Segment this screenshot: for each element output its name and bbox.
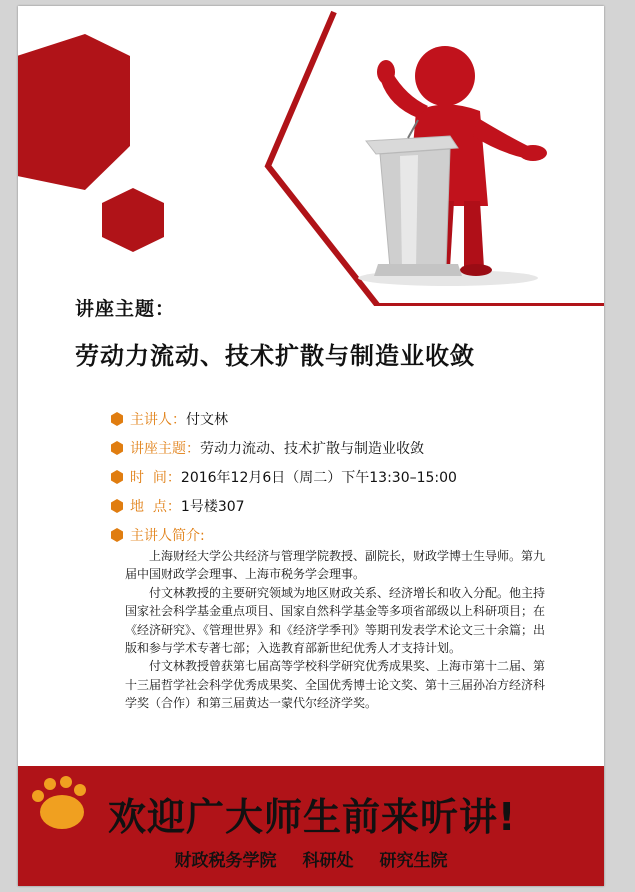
- hexagon-bullet-icon: [110, 412, 124, 426]
- poster-decoration: [18, 6, 604, 306]
- bio-paragraph: 付文林教授曾获第七届高等学校科学研究优秀成果奖、上海市第十二届、第十三届哲学社会科学优秀成果奖、全国优秀博士论文奖、第十三届孙冶方经济科学奖（合作）和第三届黄达一蒙代尔经济学奖。: [125, 659, 546, 711]
- info-row-speaker: [110, 404, 457, 433]
- organizers: [18, 846, 604, 871]
- info-value: 1号楼307: [180, 498, 245, 515]
- info-key: 讲座主题：: [130, 440, 200, 457]
- welcome-slogan: 欢迎广大师生前来听讲!: [108, 795, 517, 839]
- speaker-bio: [125, 547, 545, 713]
- info-row-topic: [110, 433, 457, 462]
- organizer-name: 科研处: [302, 851, 354, 871]
- info-value: 2016年12月6日（周二）下午13:30–15:00: [180, 469, 457, 486]
- lecture-label: 讲座主题：: [75, 298, 176, 320]
- hexagon-bullet-icon: [110, 470, 124, 484]
- organizer-name: 研究生院: [379, 851, 448, 871]
- bio-paragraph: 付文林教授的主要研究领域为地区财政关系、经济增长和收入分配。他主持国家社会科学基金重点项目、国家自然科学基金等多项省部级以上科研项目；在《经济研究》、《管理世界》和《经济学季刊》等期刊发表学术论文三十余篇；出版和参与学术专著七部；入选教育部新世纪优秀人才支持计划。: [125, 585, 546, 656]
- info-key: 主讲人简介:: [130, 527, 205, 544]
- info-key: 主讲人：: [130, 411, 186, 428]
- paw-icon: [30, 776, 94, 832]
- info-key: 时 间：: [130, 469, 181, 486]
- large-hexagon: [18, 34, 130, 190]
- footer-banner: [18, 766, 604, 886]
- small-hexagon: [102, 188, 164, 252]
- info-row-location: [110, 491, 457, 520]
- poster-page: [18, 6, 604, 886]
- hexagon-bullet-icon: [110, 499, 124, 513]
- hexagon-bullet-icon: [110, 441, 124, 455]
- info-row-time: [110, 462, 457, 491]
- hexagon-bullet-icon: [110, 528, 124, 542]
- organizer-name: 财政税务学院: [174, 851, 277, 871]
- info-value: 劳动力流动、技术扩散与制造业收敛: [200, 440, 424, 457]
- info-value: 付文林: [186, 411, 228, 428]
- lecture-topic-title: 劳动力流动、技术扩散与制造业收敛: [75, 342, 475, 370]
- speaker-at-podium-icon: [358, 46, 547, 286]
- lecture-info-list: [110, 404, 457, 549]
- bio-paragraph: 上海财经大学公共经济与管理学院教授、副院长，财政学博士生导师。第九届中国财政学会理事、上海市税务学会理事。: [125, 549, 546, 582]
- info-key: 地 点：: [130, 498, 181, 515]
- info-row-bio-heading: [110, 520, 457, 549]
